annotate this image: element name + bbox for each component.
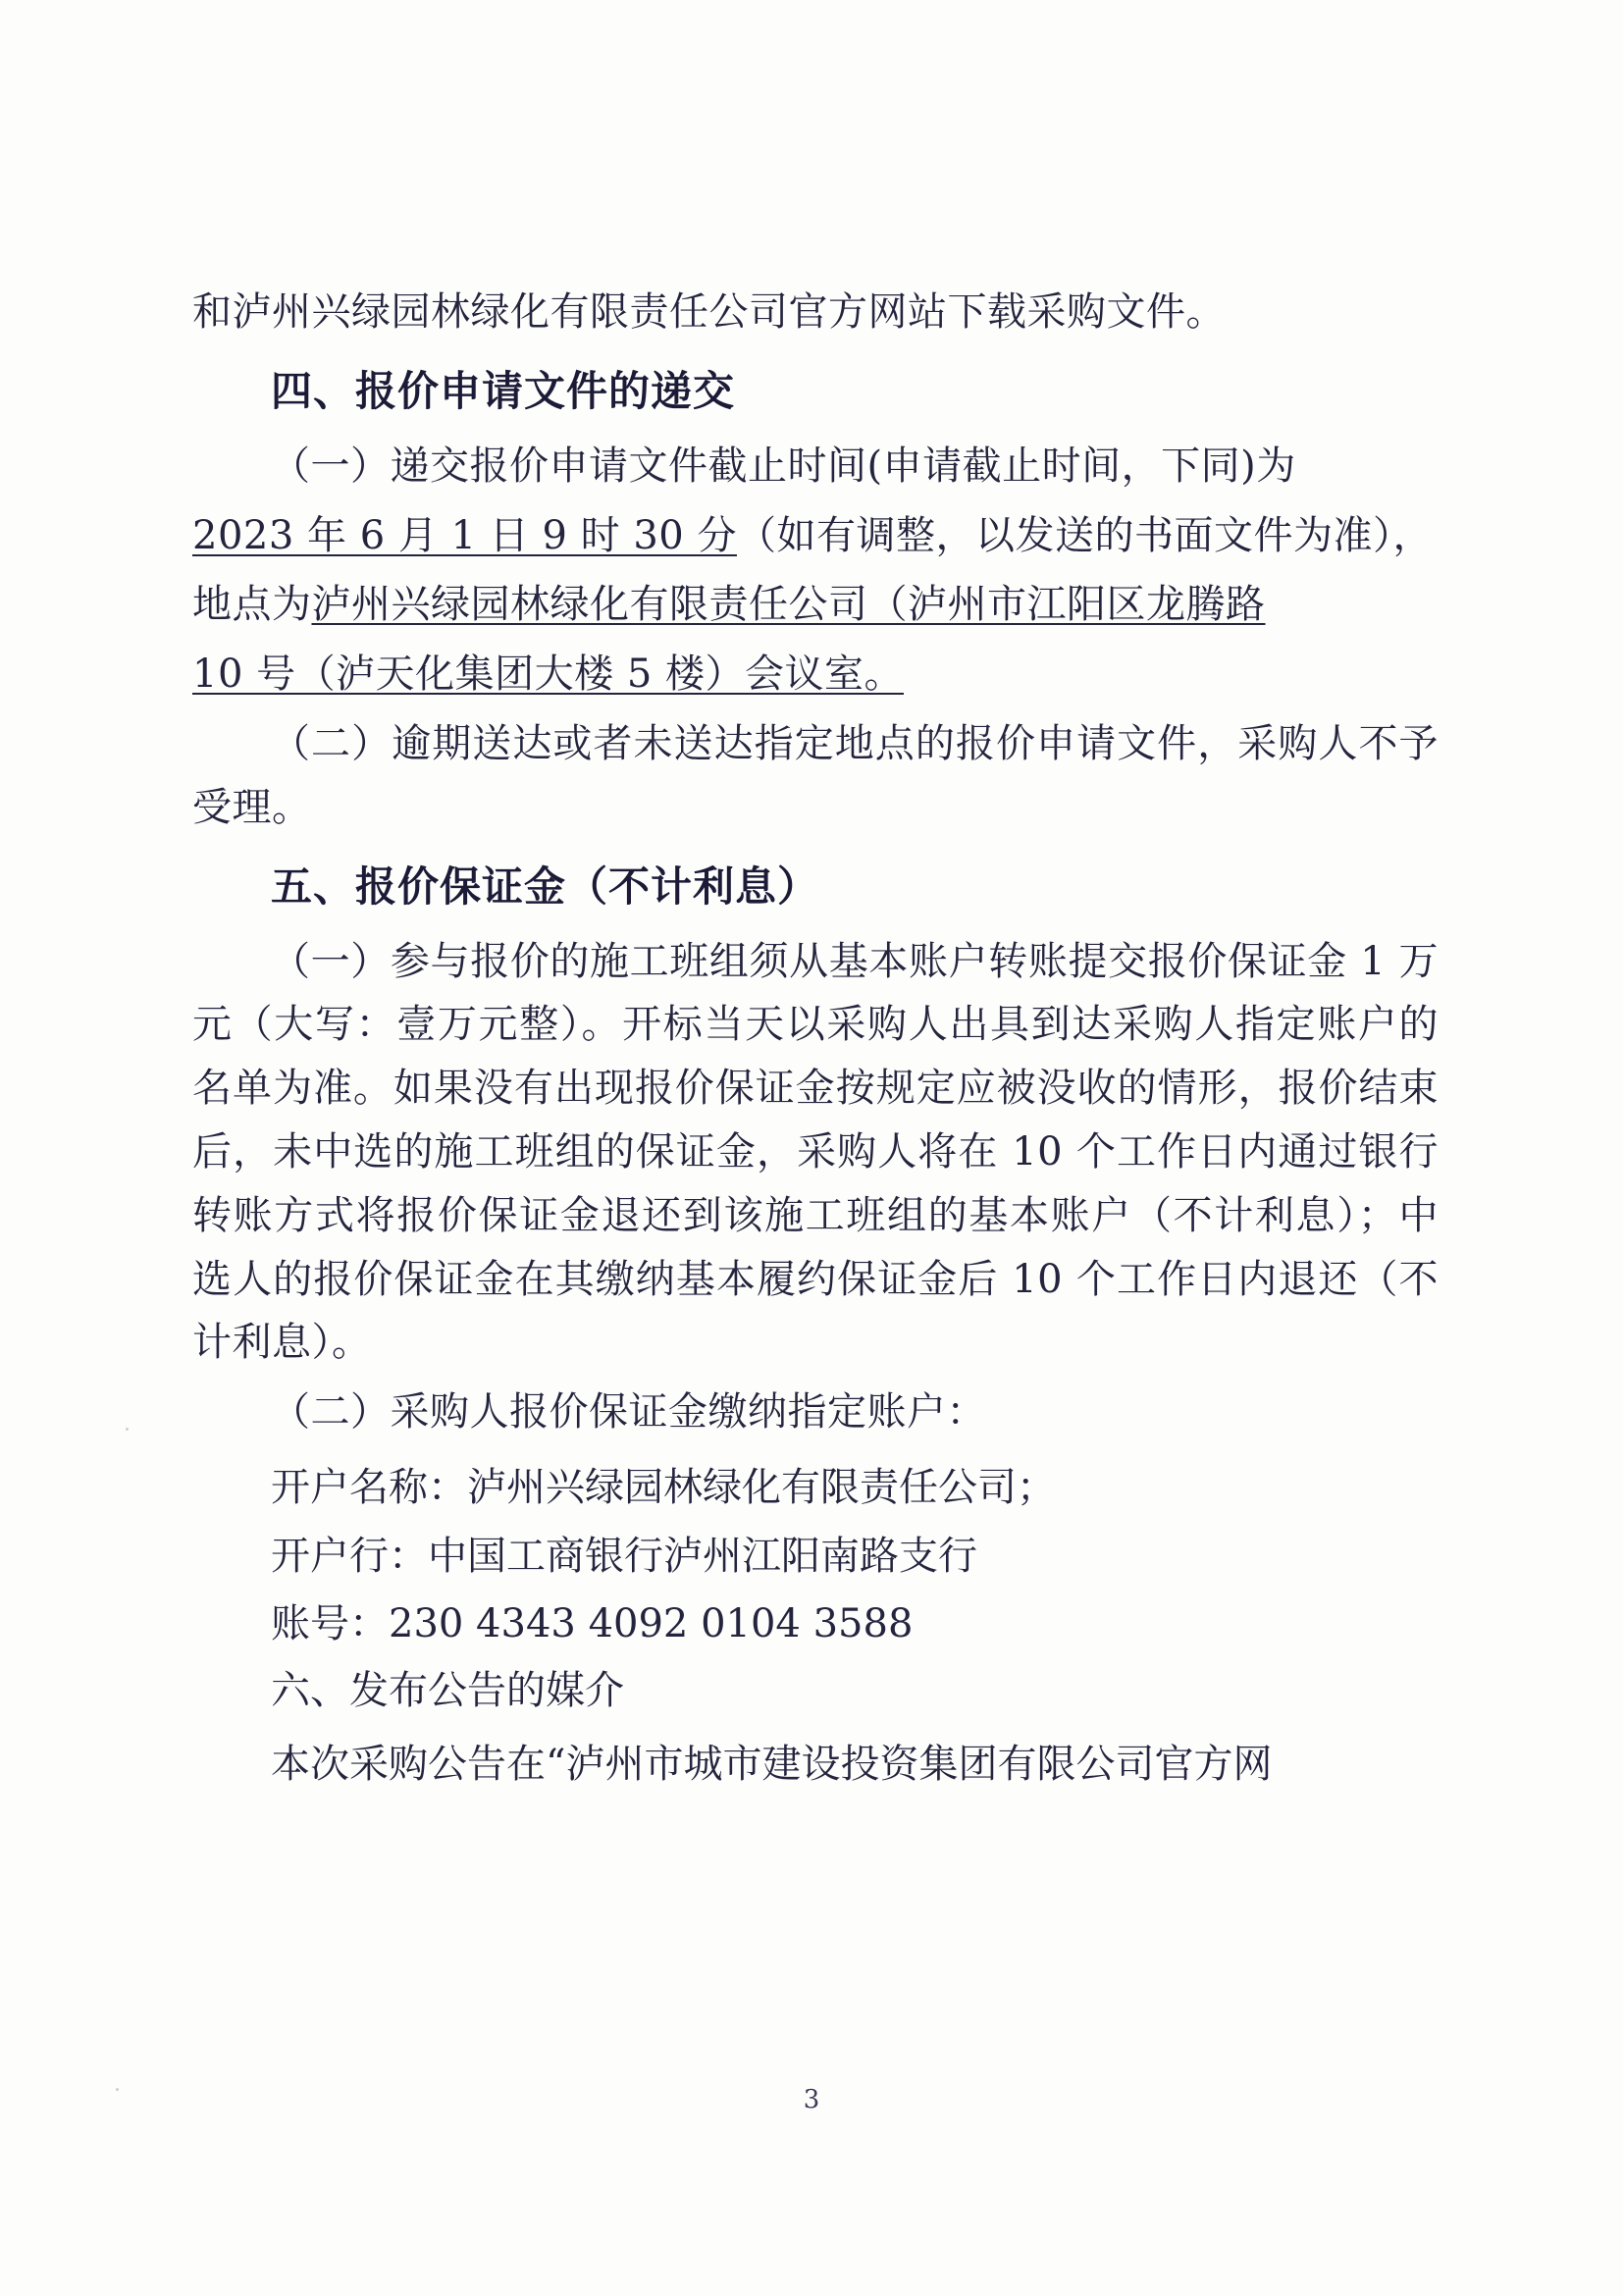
account-bank-line: 开户行：中国工商银行泸州江阳南路支行 <box>271 1533 977 1579</box>
deadline-note: （如有调整，以发送的书面文件为准）， <box>736 512 1433 558</box>
location-underlined-part2: 10 号（泸天化集团大楼 5 楼）会议室。 <box>192 652 904 698</box>
account-number-line: 账号：230 4343 4092 0104 3588 <box>271 1601 914 1647</box>
paragraph-6-1: 本次采购公告在“泸州市城市建设投资集团有限公司官方网 <box>271 1741 1273 1787</box>
location-prefix: 地点为 <box>192 582 312 628</box>
document-body <box>192 281 1439 1805</box>
paragraph-4-2: （二）逾期送达或者未送达指定地点的报价申请文件，采购人不予受理。 <box>192 721 1439 830</box>
heading-section-six: 六、发布公告的媒介 <box>271 1667 624 1713</box>
account-details <box>192 1454 1439 1659</box>
paragraph-4-1-text: （一）递交报价申请文件截止时间(申请截止时间，下同)为 <box>271 443 1296 489</box>
paragraph-continued-line: 和泸州兴绿园林绿化有限责任公司官方网站下载采购文件。 <box>192 289 1226 335</box>
heading-section-five: 五、报价保证金（不计利息） <box>271 861 820 911</box>
paragraph-4-1-location-line2 <box>192 643 1439 706</box>
deadline-date-underlined: 2023 年 6 月 1 日 9 时 30 分 <box>192 512 737 558</box>
paragraph-4-1-date-line <box>192 504 1439 568</box>
location-underlined-part1: 泸州兴绿园林绿化有限责任公司（泸州市江阳区龙腾路 <box>311 582 1266 628</box>
paragraph-5-1: （一）参与报价的施工班组须从基本账户转账提交报价保证金 1 万元（大写：壹万元整）。开标当天以采购人出具到达采购人指定账户的名单为准。如果没有出现报价保证金按规定应被没收的情形，报价结束后，未中选的施工班组的保证金，采购人将在 10 个工作日内通过银行转账方式将报价保证金退还到该施工班组的基本账户（不计利息）；中选人的报价保证金在其缴纳基本履约保证金后 10 个工作日内退还（不计利息）。 <box>192 938 1439 1366</box>
paragraph-5-2: （二）采购人报价保证金缴纳指定账户： <box>271 1389 986 1435</box>
page-number: 3 <box>803 2085 820 2114</box>
account-name-line: 开户名称：泸州兴绿园林绿化有限责任公司； <box>271 1465 1056 1511</box>
heading-section-four: 四、报价申请文件的递交 <box>271 366 736 415</box>
paragraph-4-1 <box>192 435 1439 498</box>
paragraph-4-1-location-line <box>192 573 1439 637</box>
